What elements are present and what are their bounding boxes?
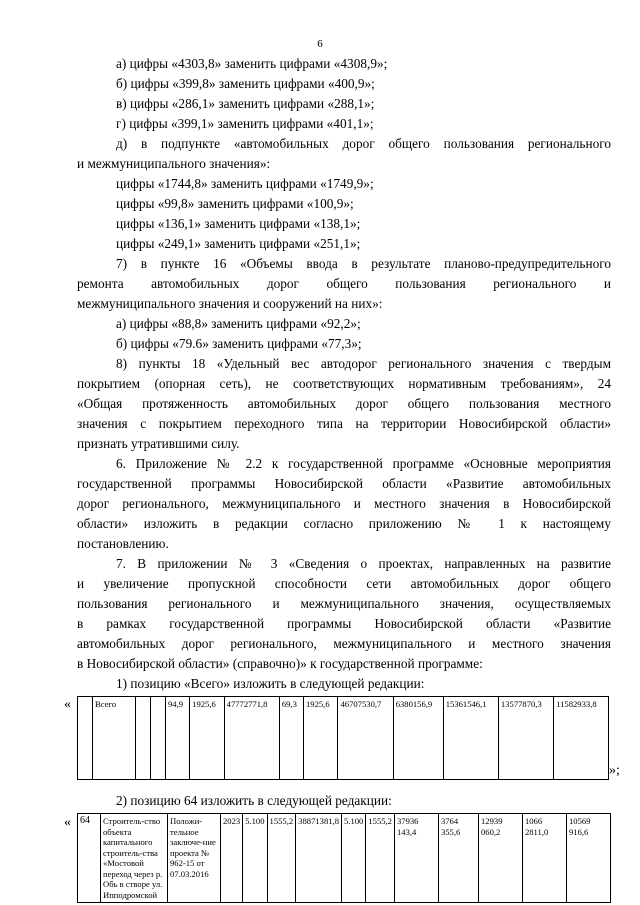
quote-open: « bbox=[64, 815, 71, 830]
table-cell bbox=[136, 697, 151, 780]
text-line: дорог регионального, межмуниципального и местного значения в Новосибирской bbox=[77, 496, 611, 511]
text-line: автомобильных дорог регионального, межмуниципального и местного значения bbox=[77, 636, 611, 651]
table-cell: Строитель-ство объекта капитального строитель-ства «Мостовой переход через р. Обь в створе ул. Ипподромской bbox=[101, 814, 168, 903]
table-cell bbox=[151, 697, 166, 780]
text-line: а) цифры «4303,8» заменить цифрами «4308,9»; bbox=[116, 56, 388, 71]
text-line: в) цифры «286,1» заменить цифрами «288,1»; bbox=[116, 96, 375, 111]
text-line: признать утратившими силу. bbox=[77, 436, 240, 451]
table-cell: 3764 355,6 bbox=[438, 814, 478, 903]
text-line: постановлению. bbox=[77, 536, 169, 551]
table-cell bbox=[78, 697, 93, 780]
text-line: цифры «249,1» заменить цифрами «251,1»; bbox=[116, 236, 361, 251]
text-line: в Новосибирской области» (справочно)» к государственной программе: bbox=[77, 656, 483, 671]
text-line: г) цифры «399,1» заменить цифрами «401,1»; bbox=[116, 116, 374, 131]
text-line: 6. Приложение № 2.2 к государственной программе «Основные мероприятия bbox=[116, 456, 611, 471]
table-cell: 10569 916,6 bbox=[567, 814, 611, 903]
text-line: и увеличение пропускной способности сети автомобильных дорог общего bbox=[77, 576, 611, 591]
table-cell: 5.100 bbox=[243, 814, 267, 903]
total-row-table bbox=[77, 696, 609, 780]
text-line: 7. В приложении № 3 «Сведения о проектах, направленных на развитие bbox=[116, 556, 611, 571]
text-line: б) цифры «399,8» заменить цифрами «400,9»; bbox=[116, 76, 375, 91]
table-cell: 47772771,8 bbox=[224, 697, 279, 780]
table-cell: 13577870,3 bbox=[498, 697, 553, 780]
table-cell: Положи-тельное заключе-ние проекта № 962-15 от 07.03.2016 bbox=[168, 814, 221, 903]
text-line: государственной программы Новосибирской области «Развитие автомобильных bbox=[77, 476, 611, 491]
position-64-table bbox=[77, 813, 611, 903]
text-line: ремонта автомобильных дорог общего пользования регионального и bbox=[77, 276, 611, 291]
text-line: цифры «99,8» заменить цифрами «100,9»; bbox=[116, 196, 354, 211]
table-cell: 2023 bbox=[221, 814, 243, 903]
text-line: области» изложить в редакции согласно приложению № 1 к настоящему bbox=[77, 516, 611, 531]
table-cell: 11582933,8 bbox=[554, 697, 609, 780]
table-cell: 38871381,8 bbox=[296, 814, 342, 903]
table-cell: 15361546,1 bbox=[443, 697, 498, 780]
table-cell: 69,3 bbox=[279, 697, 303, 780]
text-line: 2) позицию 64 изложить в следующей редакции: bbox=[116, 793, 392, 808]
text-line: значения с покрытием переходного типа на территории Новосибирской области» bbox=[77, 416, 611, 431]
table-cell: 37936 143,4 bbox=[394, 814, 438, 903]
text-line: а) цифры «88,8» заменить цифрами «92,2»; bbox=[116, 316, 361, 331]
text-line: в рамках государственной программы Новосибирской области «Развитие bbox=[77, 616, 611, 631]
text-line: 7) в пункте 16 «Объемы ввода в результате планово-предупредительного bbox=[116, 256, 611, 271]
text-line: межмуниципального значения и сооружений на них»: bbox=[77, 296, 383, 311]
table-cell: 46707530,7 bbox=[338, 697, 393, 780]
quote-close: »; bbox=[609, 763, 620, 778]
quote-open: « bbox=[64, 697, 71, 712]
text-line: покрытием (опорная сеть), не соответствующих нормативным требованиям», 24 bbox=[77, 376, 611, 391]
table-cell: 5.100 bbox=[342, 814, 366, 903]
table-cell: 1925,6 bbox=[190, 697, 225, 780]
text-line: цифры «136,1» заменить цифрами «138,1»; bbox=[116, 216, 361, 231]
text-line: пользования регионального и межмуниципального значения, осуществляемых bbox=[77, 596, 611, 611]
text-line: и межмуниципального значения»: bbox=[77, 156, 271, 171]
table-cell: 12939 060,2 bbox=[479, 814, 523, 903]
page-number: 6 bbox=[317, 38, 323, 50]
table-cell: 1925,6 bbox=[303, 697, 338, 780]
text-line: б) цифры «79.6» заменить цифрами «77,3»; bbox=[116, 336, 362, 351]
table-cell: 6380156,9 bbox=[393, 697, 443, 780]
text-line: 1) позицию «Всего» изложить в следующей редакции: bbox=[116, 676, 425, 691]
table-cell: Всего bbox=[93, 697, 136, 780]
text-line: «Общая протяженность автомобильных дорог общего пользования местного bbox=[77, 396, 611, 411]
text-line: 8) пункты 18 «Удельный вес автодорог регионального значения с твердым bbox=[116, 356, 611, 371]
text-line: цифры «1744,8» заменить цифрами «1749,9»; bbox=[116, 176, 374, 191]
text-line: д) в подпункте «автомобильных дорог общего пользования регионального bbox=[116, 136, 611, 151]
table-cell: 1555,2 bbox=[366, 814, 395, 903]
table-cell: 1066 2811,0 bbox=[522, 814, 566, 903]
table-cell: 94,9 bbox=[166, 697, 190, 780]
table-cell: 64 bbox=[78, 814, 101, 903]
table-cell: 1555,2 bbox=[267, 814, 296, 903]
